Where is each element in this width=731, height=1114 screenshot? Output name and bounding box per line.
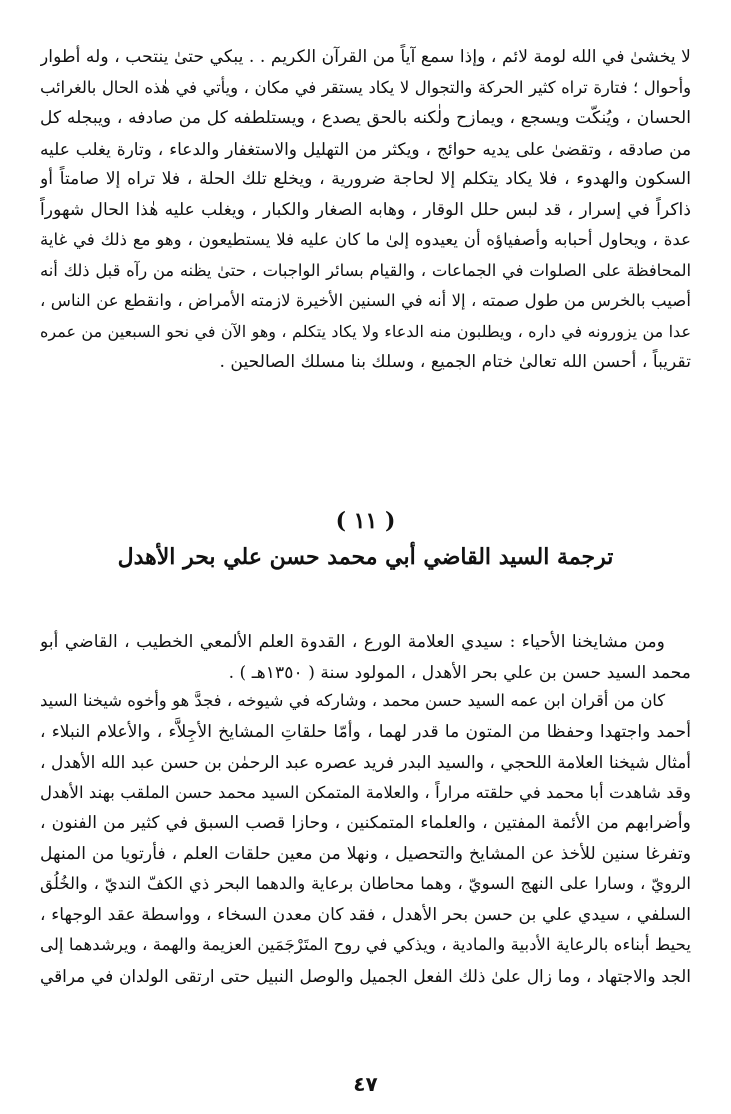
- biography-paragraph-continued: [40, 42, 691, 378]
- text-line: لا يخشىٰ في الله لومة لائم ، وإذا سمع آياً من القرآن الكريم . . يبكي حتىٰ ينتحب ، وله أطوار: [40, 47, 691, 67]
- text-line: أحمد واجتهدا وحفظا من المتون ما قدر لهما ، وأمّا حلقاتِ المشايخ الأجِلاَّء ، والأعلام النبلاء ،: [40, 721, 691, 742]
- text-line: الرويّ ، وسارا على النهج السويّ ، وهما محاطان برعاية والدهما البحر ذي الكفّ النديّ ، والخُلُق: [40, 874, 691, 893]
- text-line: يحيط أبناءه بالرعاية الأدبية والمادية ، ويذكي في روح المتَرْجَمَين العزيمة والهمة ، ويرشدهما إلى: [40, 935, 691, 954]
- text-line: وتفرغا سنين للأخذ عن المشايخ والتحصيل ، ونهلا من معين حلقات العلم ، فأرتويا من المنهل: [40, 843, 691, 864]
- text-line: محمد السيد حسن بن علي بحر الأهدل ، المولود سنة ( ١٣٥٠هـ ) .: [228, 662, 691, 683]
- text-line: أصيب بالخرس من طول صمته ، إلا أنه في السنين الأخيرة لازمته الأمراض ، وانقطع عن الناس ،: [40, 291, 691, 310]
- text-line: كان من أقران ابن عمه السيد حسن محمد ، وشاركه في شيوخه ، فجدَّ هو وأخوه شيخنا السيد: [40, 691, 665, 710]
- intro-paragraph: [40, 627, 691, 688]
- text-line: وأضرابهم من الأئمة المفتين ، والعلماء المتمكنين ، وحازا قصب السبق في كثير من الفنون ،: [40, 813, 691, 833]
- text-line: وأحوال ؛ فتارة تراه كثير الحركة والتجوال لا يكاد يستقر في مكان ، ويأتي في هٰذه الحال بالغرائب: [40, 77, 691, 97]
- text-line: عدة ، ويحاول أحبابه وأصفياؤه أن يعيدوه إلىٰ ما كان عليه فلا يستطيعون ، وهو مع ذلك في غاية: [40, 230, 691, 249]
- text-line: السلفي ، سيدي علي بن حسن بحر الأهدل ، فقد كان معدن السخاء ، وواسطة عقد الوجهاء ،: [40, 904, 691, 925]
- book-page: [40, 42, 691, 1094]
- text-line: من صادقه ، وتقضىٰ على يديه حوائج ، ويكثر من التهليل والاستغفار والدعاء ، وتارة يغلب عليه: [40, 138, 691, 159]
- page-number: ٤٧: [353, 1072, 378, 1096]
- text-line: المحافظة على الصلوات في الجماعات ، والقيام بسائر الواجبات ، حتىٰ يظنه من رآه قبل ذلك أنه: [40, 260, 691, 280]
- text-line: ذاكراً في إسرار ، قد لبس حلل الوقار ، وهابه الصغار والكبار ، ويغلب عليه هٰذا الحال شهوراً: [40, 199, 691, 220]
- text-line: تقريباً ، أحسن الله تعالىٰ ختام الجميع ، وسلك بنا مسلك الصالحين .: [219, 352, 691, 372]
- section-title: ترجمة السيد القاضي أبي محمد حسن علي بحر الأهدل: [117, 544, 614, 570]
- text-line: أمثال شيخنا العلامة اللحجي ، والسيد البدر فريد عصره عبد الرحمٰن بن حسن عبد الله الأهدل ،: [40, 752, 691, 772]
- text-line: السكون والهدوء ، فلا يكاد يتكلم إلا لحاجة ضرورية ، ويخلع تلك الحلة ، فلا تراه إلا صامتاً أو: [40, 169, 691, 189]
- text-line: ومن مشايخنا الأحياء : سيدي العلامة الورع ، القدوة العلم الألمعي الخطيب ، القاضي أبو: [40, 632, 665, 652]
- text-line: عدا من يزورونه في داره ، ويطلبون منه الدعاء ولا يكاد يتكلم ، وهو الآن في نحو السبعين من عمره: [40, 321, 691, 341]
- text-line: وقد شاهدت أبا محمد في حلقته مراراً ، والعلامة المتمكن السيد محمد حسن الملقب بهند الأهدل: [40, 782, 691, 802]
- biography-paragraph: [40, 686, 691, 991]
- text-line: الجد والاجتهاد ، وما زال علىٰ ذلك الفعل الجميل والوصل النبيل حتى ارتقى الولدان في مراقي: [40, 965, 691, 986]
- section-heading: [40, 505, 691, 577]
- text-line: الحسان ، ويُنكّت ويسجع ، ويمازح ولٰكنه بالحق يصدع ، ويستلطفه كل من صادفه ، ويبجله كل: [40, 108, 691, 128]
- section-number: ( ١١ ): [335, 508, 396, 534]
